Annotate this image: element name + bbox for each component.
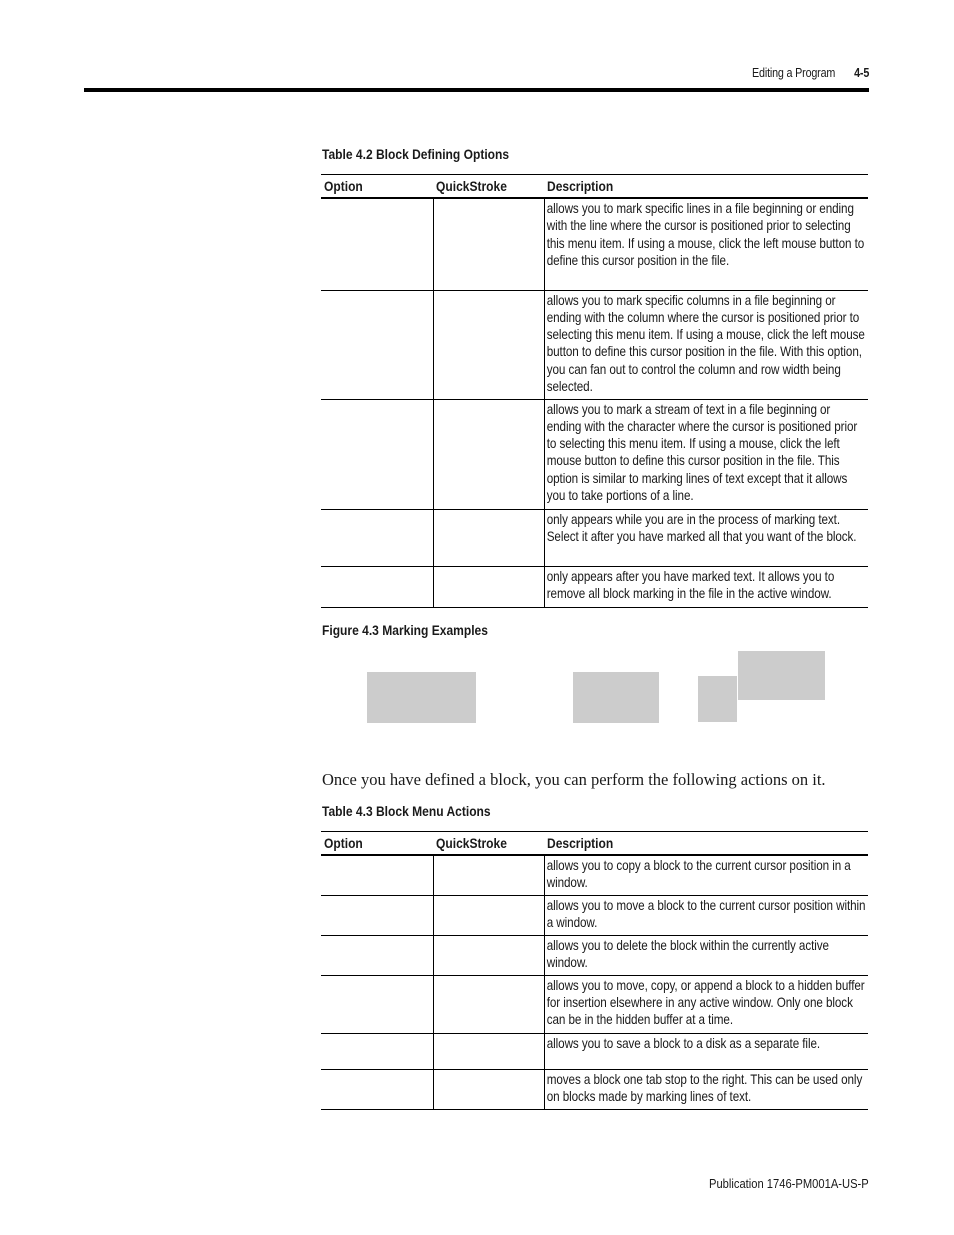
option-cell bbox=[321, 198, 433, 290]
stream-marking-example-top bbox=[738, 651, 825, 700]
figure-caption: Figure 4.3 Marking Examples bbox=[322, 622, 488, 638]
description-cell bbox=[544, 895, 868, 935]
description-cell bbox=[544, 290, 868, 399]
col-header-option: Option bbox=[321, 832, 433, 856]
description-text: allows you to copy a block to the current cursor position in a window. bbox=[546, 858, 851, 891]
description-cell bbox=[544, 935, 868, 975]
col-header-quickstroke: QuickStroke bbox=[433, 175, 544, 199]
description-text: allows you to move, copy, or append a block to a hidden buffer for insertion elsewhere in any active window. Only one block can be in the hidden buffer at a time. bbox=[546, 977, 865, 1028]
quickstroke-cell bbox=[433, 1069, 544, 1109]
description-text: only appears after you have marked text. It allows you to remove all block marking in the file in the active window. bbox=[546, 568, 834, 601]
quickstroke-cell bbox=[433, 855, 544, 895]
option-cell bbox=[321, 975, 433, 1033]
quickstroke-cell bbox=[433, 290, 544, 399]
description-cell bbox=[544, 1069, 868, 1109]
description-cell bbox=[544, 855, 868, 895]
table-row bbox=[321, 566, 868, 607]
header-rule bbox=[84, 88, 869, 92]
option-cell bbox=[321, 1069, 433, 1109]
description-text: allows you to mark specific columns in a file beginning or ending with the column where the cursor is positioned prior to selecting this menu item. If using a mouse, click the left mouse button to define this cursor position in the file. With this option, you can fan out to control the column and row width being selected. bbox=[546, 292, 865, 394]
option-cell bbox=[321, 855, 433, 895]
option-cell bbox=[321, 895, 433, 935]
col-header-option: Option bbox=[321, 175, 433, 199]
quickstroke-cell bbox=[433, 1033, 544, 1069]
table1-header-row bbox=[321, 175, 868, 199]
description-cell bbox=[544, 566, 868, 607]
table-row bbox=[321, 198, 868, 290]
column-marking-example bbox=[573, 672, 659, 723]
quickstroke-cell bbox=[433, 198, 544, 290]
header-section-title: Editing a Program bbox=[751, 66, 836, 80]
option-cell bbox=[321, 1033, 433, 1069]
description-text: allows you to mark specific lines in a file beginning or ending with the line where the cursor is positioned prior to selecting this menu item. If using a mouse, click the left mouse button to define this cursor position in the file. bbox=[546, 201, 864, 268]
table2-caption: Table 4.3 Block Menu Actions bbox=[322, 803, 491, 819]
table-block-defining-options bbox=[321, 174, 868, 608]
description-cell bbox=[544, 509, 868, 566]
description-cell bbox=[544, 198, 868, 290]
quickstroke-cell bbox=[433, 509, 544, 566]
description-text: allows you to save a block to a disk as a separate file. bbox=[546, 1035, 820, 1051]
table-row bbox=[321, 1033, 868, 1069]
col-header-quickstroke: QuickStroke bbox=[433, 832, 544, 856]
option-cell bbox=[321, 509, 433, 566]
option-cell bbox=[321, 935, 433, 975]
description-cell bbox=[544, 975, 868, 1033]
quickstroke-cell bbox=[433, 566, 544, 607]
table1-caption: Table 4.2 Block Defining Options bbox=[322, 146, 510, 162]
table-row bbox=[321, 895, 868, 935]
description-cell bbox=[544, 1033, 868, 1069]
table-row bbox=[321, 1069, 868, 1109]
description-text: allows you to delete the block within the currently active window. bbox=[546, 937, 829, 970]
option-cell bbox=[321, 399, 433, 509]
description-text: only appears while you are in the process of marking text. Select it after you have marked all that you want of the block. bbox=[546, 511, 856, 544]
quickstroke-cell bbox=[433, 935, 544, 975]
quickstroke-cell bbox=[433, 399, 544, 509]
quickstroke-cell bbox=[433, 975, 544, 1033]
body-paragraph: Once you have defined a block, you can perform the following actions on it. bbox=[322, 770, 826, 789]
table-row bbox=[321, 855, 868, 895]
description-text: allows you to mark a stream of text in a file beginning or ending with the character where the cursor is positioned prior to selecting this menu item. If using a mouse, click the left mouse button to define this cursor position in the file. This option is similar to marking lines of text except that it allows you to take portions of a line. bbox=[546, 401, 857, 503]
option-cell bbox=[321, 566, 433, 607]
description-text: allows you to move a block to the current cursor position within a window. bbox=[546, 897, 865, 930]
description-cell bbox=[544, 399, 868, 509]
table-row bbox=[321, 290, 868, 399]
description-text: moves a block one tab stop to the right. This can be used only on blocks made by marking lines of text. bbox=[546, 1071, 862, 1104]
quickstroke-cell bbox=[433, 895, 544, 935]
table-row bbox=[321, 509, 868, 566]
line-marking-example bbox=[367, 672, 476, 723]
col-header-description: Description bbox=[544, 832, 868, 856]
stream-marking-example-bottom bbox=[698, 676, 737, 722]
table-row bbox=[321, 935, 868, 975]
table2-header-row bbox=[321, 832, 868, 856]
option-cell bbox=[321, 290, 433, 399]
running-header bbox=[752, 66, 869, 80]
header-page-number: 4-5 bbox=[853, 66, 869, 80]
publication-footer: Publication 1746-PM001A-US-P bbox=[709, 1176, 869, 1191]
col-header-description: Description bbox=[544, 175, 868, 199]
table-row bbox=[321, 399, 868, 509]
table-row bbox=[321, 975, 868, 1033]
table-block-menu-actions bbox=[321, 831, 868, 1110]
